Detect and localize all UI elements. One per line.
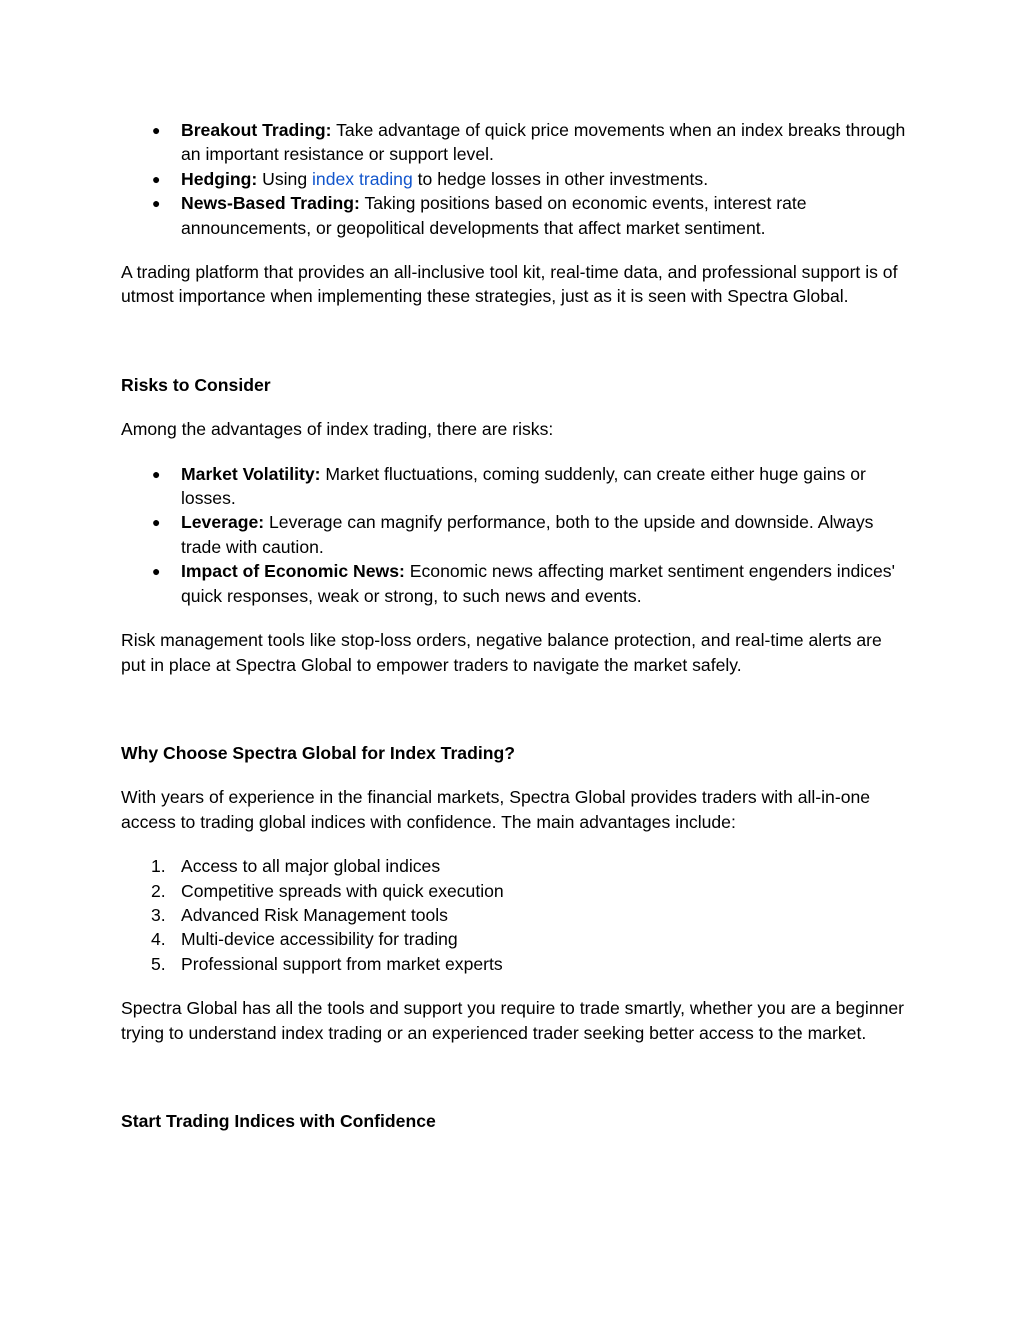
list-number: 4. <box>151 929 166 950</box>
bullet-icon: ● <box>152 170 161 187</box>
list-number: 1. <box>151 856 166 877</box>
list-item-term: Impact of Economic News: <box>181 561 405 582</box>
list-item <box>121 118 911 167</box>
list-item <box>121 927 911 951</box>
index-trading-link[interactable]: index trading <box>312 168 413 189</box>
list-item <box>121 879 911 903</box>
list-number: 3. <box>151 904 166 925</box>
bullet-icon: ● <box>152 195 161 212</box>
list-item <box>121 462 911 511</box>
list-item <box>121 952 911 976</box>
closing-paragraph: Spectra Global has all the tools and support you require to trade smartly, whether you are a beginner trying to understand index trading or an experienced trader seeking better access to the market. <box>121 998 905 1043</box>
list-item-text: Economic news affecting market sentiment engenders indices' quick responses, weak or strong, to such news and events. <box>181 561 895 606</box>
list-item-text: Professional support from market experts <box>181 953 503 974</box>
risks-intro-paragraph: Among the advantages of index trading, there are risks: <box>121 419 554 440</box>
list-item-text: Multi-device accessibility for trading <box>181 929 458 950</box>
list-item <box>121 191 911 240</box>
list-item <box>121 903 911 927</box>
risks-heading: Risks to Consider <box>121 374 271 395</box>
list-item-text: Using <box>257 168 312 189</box>
list-item <box>121 854 911 878</box>
list-item-text: Access to all major global indices <box>181 856 441 877</box>
list-item-text: Take advantage of quick price movements when an index breaks through an important resistance or support level. <box>181 120 906 165</box>
list-item-term: Breakout Trading: <box>181 120 332 140</box>
strategies-list <box>121 118 911 240</box>
list-item <box>121 559 911 608</box>
list-item-text: Taking positions based on economic events, interest rate announcements, or geopolitical developments that affect market sentiment. <box>181 193 807 238</box>
bullet-icon: ● <box>152 514 161 531</box>
why-intro-paragraph: With years of experience in the financial markets, Spectra Global provides traders with all-in-one access to trading global indices with confidence. The main advantages include: <box>121 787 871 832</box>
list-item-text: Market fluctuations, coming suddenly, can create either huge gains or losses. <box>181 463 866 509</box>
list-number: 2. <box>151 880 166 901</box>
list-item-text: to hedge losses in other investments. <box>412 168 709 189</box>
list-item-term: Market Volatility: <box>181 463 321 484</box>
list-item-term: News-Based Trading: <box>181 193 360 214</box>
list-item <box>121 510 911 559</box>
list-item-term: Hedging: <box>181 168 258 189</box>
list-item-text: Competitive spreads with quick execution <box>181 880 504 901</box>
why-heading: Why Choose Spectra Global for Index Trading? <box>121 742 515 763</box>
list-item <box>121 167 911 191</box>
platform-paragraph: A trading platform that provides an all-inclusive tool kit, real-time data, and professional support is of utmost importance when implementing these strategies, just as it is seen with Spectra Global. <box>121 262 898 307</box>
bullet-icon: ● <box>152 465 161 482</box>
advantages-list <box>121 854 911 976</box>
bullet-icon: ● <box>152 563 161 580</box>
list-item-term: Leverage: <box>181 512 265 533</box>
list-number: 5. <box>151 953 166 974</box>
list-item-text: Advanced Risk Management tools <box>181 904 448 925</box>
list-item-text: Leverage can magnify performance, both to the upside and downside. Always trade with caution. <box>181 512 874 557</box>
risk-tools-paragraph: Risk management tools like stop-loss orders, negative balance protection, and real-time alerts are put in place at Spectra Global to empower traders to navigate the market safely. <box>121 630 882 675</box>
bullet-icon: ● <box>152 122 161 138</box>
risks-list <box>121 462 911 608</box>
document-page <box>121 118 911 1133</box>
start-trading-heading: Start Trading Indices with Confidence <box>121 1110 436 1131</box>
